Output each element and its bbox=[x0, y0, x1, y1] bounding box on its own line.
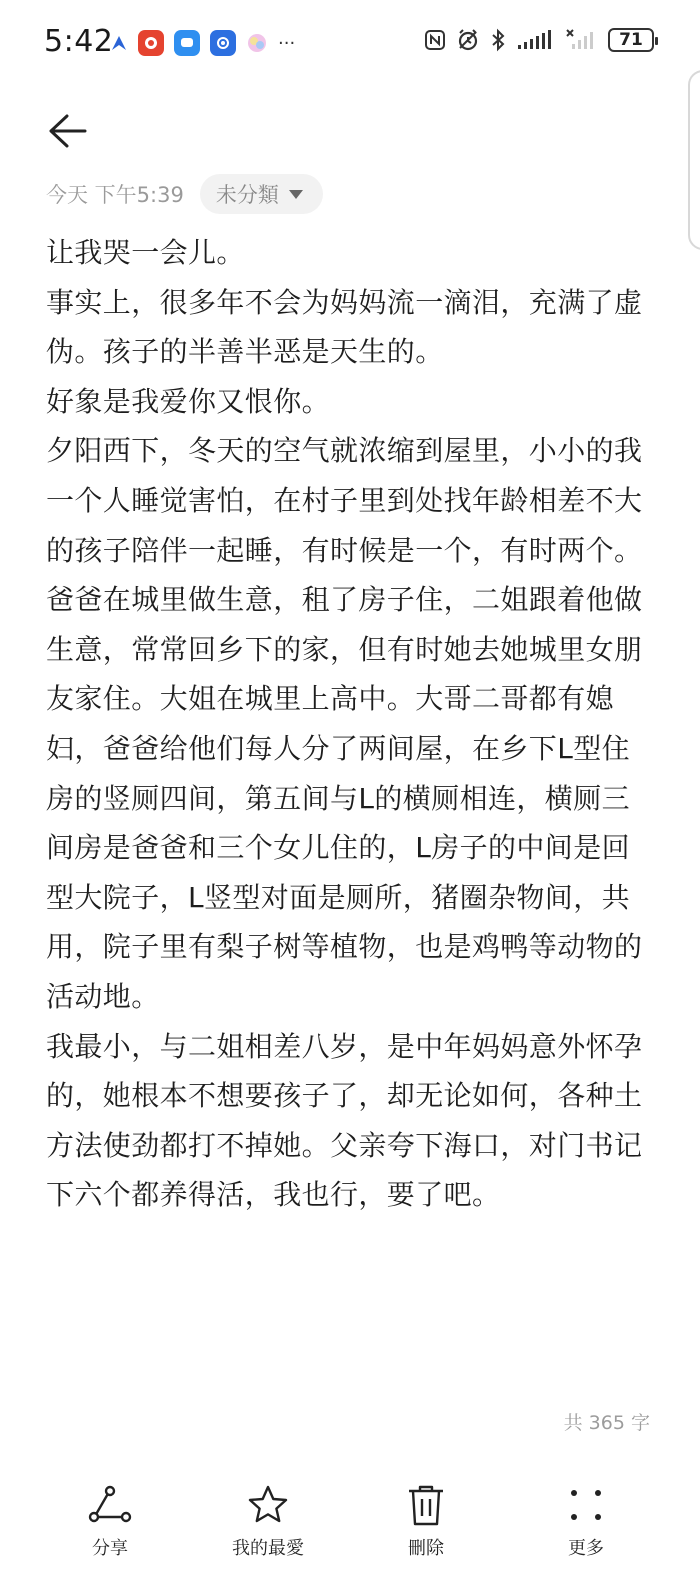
note-paragraph: 爸爸在城里做生意，租了房子住，二姐跟着他做生意，常常回乡下的家，但有时她去她城里女朋友家住。大姐在城里上高中。大哥二哥都有媳妇，爸爸给他们每人分了两间屋，在乡下L型住房的竖厕四间，第五间与L的横厕相连，横厕三间房是爸爸和三个女儿住的，L房子的中间是回型大院子，L竖型对面是厕所，猪圈杂物间，共用，院子里有梨子树等植物，也是鸡鸭等动物的活动地。 bbox=[46, 583, 643, 1013]
signal-icon bbox=[516, 29, 556, 51]
favorite-button[interactable] bbox=[208, 1482, 328, 1560]
nav-arrow-icon bbox=[110, 34, 128, 52]
category-label: 未分類 bbox=[215, 183, 279, 207]
note-date: 今天 下午5:39 bbox=[46, 183, 184, 207]
more-button[interactable] bbox=[526, 1482, 646, 1560]
star-icon bbox=[245, 1482, 291, 1528]
bottom-toolbar bbox=[0, 1470, 700, 1580]
delete-label: 刪除 bbox=[408, 1538, 444, 1559]
delete-button[interactable] bbox=[366, 1482, 486, 1560]
more-label: 更多 bbox=[568, 1538, 604, 1559]
share-icon bbox=[87, 1482, 133, 1528]
notification-icons bbox=[110, 30, 295, 56]
category-dropdown[interactable] bbox=[200, 174, 323, 214]
note-content[interactable] bbox=[46, 228, 656, 1220]
word-count: 共 365 字 bbox=[563, 1412, 650, 1434]
status-time: 5:42 bbox=[44, 24, 114, 59]
side-panel-handle[interactable] bbox=[688, 70, 700, 250]
note-meta bbox=[46, 174, 323, 214]
nfc-icon bbox=[424, 29, 446, 51]
signal-no-service-icon bbox=[566, 29, 598, 51]
more-notifications-icon: ··· bbox=[278, 32, 296, 54]
note-paragraph: 我最小，与二姐相差八岁，是中年妈妈意外怀孕的，她根本不想要孩子了，却无论如何，各种土方法使劲都打不掉她。父亲夸下海口，对门书记下六个都养得活，我也行，要了吧。 bbox=[46, 1029, 643, 1212]
note-paragraph: 让我哭一会儿。 bbox=[46, 236, 245, 269]
share-button[interactable] bbox=[50, 1482, 170, 1560]
photo-app-icon bbox=[210, 30, 236, 56]
note-paragraph: 事实上，很多年不会为妈妈流一滴泪，充满了虚伪。孩子的半善半恶是天生的。 bbox=[46, 285, 643, 369]
status-bar bbox=[0, 0, 700, 88]
note-paragraph: 夕阳西下，冬天的空气就浓缩到屋里，小小的我一个人睡觉害怕，在村子里到处找年龄相差不大的孩子陪伴一起睡，有时候是一个，有时两个。 bbox=[46, 434, 643, 567]
alarm-icon bbox=[456, 28, 480, 52]
back-button[interactable] bbox=[42, 106, 92, 156]
share-label: 分享 bbox=[92, 1538, 128, 1559]
system-icons bbox=[424, 28, 654, 52]
dropdown-arrow-icon bbox=[289, 190, 303, 199]
color-ball-icon bbox=[246, 32, 268, 54]
message-app-icon bbox=[174, 30, 200, 56]
note-paragraph: 好象是我爱你又恨你。 bbox=[46, 384, 331, 418]
more-dots-icon bbox=[563, 1482, 609, 1528]
favorite-label: 我的最愛 bbox=[232, 1538, 304, 1559]
battery-icon: 71 bbox=[608, 28, 654, 52]
trash-icon bbox=[403, 1482, 449, 1528]
bluetooth-icon bbox=[490, 28, 506, 52]
shopping-app-icon bbox=[138, 30, 164, 56]
back-arrow-icon bbox=[47, 113, 87, 149]
